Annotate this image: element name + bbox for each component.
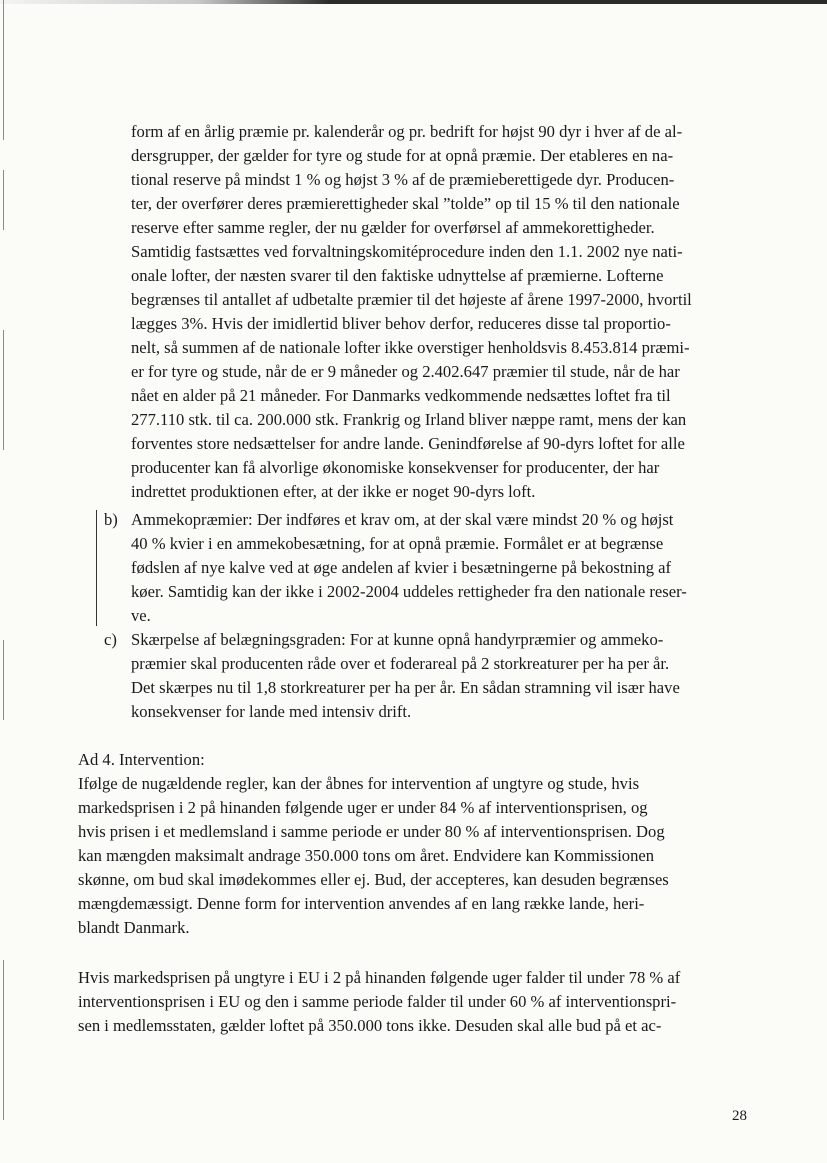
text-line: mængdemæssigt. Denne form for intervention anvendes af en lang række lande, heri-	[78, 894, 645, 913]
text-line: nået en alder på 21 måneder. For Danmarks vedkommende nedsættes loftet fra til	[131, 386, 671, 405]
scan-edge-mark	[3, 170, 4, 230]
text-line: hvis prisen i et medlemsland i samme periode er under 80 % af interventionsprisen. Dog	[78, 822, 665, 841]
intro-paragraph	[131, 120, 756, 504]
section-heading: Ad 4. Intervention:	[78, 750, 205, 769]
list-marker: b)	[104, 510, 118, 529]
text-line: sen i medlemsstaten, gælder loftet på 350.000 tons ikke. Desuden skal alle bud på et ac-	[78, 1016, 662, 1035]
text-line: markedsprisen i 2 på hinanden følgende uger er under 84 % af interventionsprisen, og	[78, 798, 648, 817]
text-line: tional reserve på mindst 1 % og højst 3 % af de præmieberettigede dyr. Producen-	[131, 170, 675, 189]
text-line: Hvis markedsprisen på ungtyre i EU i 2 på hinanden følgende uger falder til under 78 % af	[78, 968, 681, 987]
text-line: indrettet produktionen efter, at der ikke er noget 90-dyrs loft.	[131, 482, 536, 501]
list-item-body	[131, 508, 756, 628]
scan-edge-mark	[3, 330, 4, 450]
text-line: reserve efter samme regler, der nu gælder for overførsel af ammekorettigheder.	[131, 218, 655, 237]
text-line: Samtidig fastsættes ved forvaltningskomitéprocedure inden den 1.1. 2002 nye nati-	[131, 242, 683, 261]
text-line: 277.110 stk. til ca. 200.000 stk. Frankrig og Irland bliver næppe ramt, mens der kan	[131, 410, 687, 429]
text-line: blandt Danmark.	[78, 918, 190, 937]
lettered-list	[96, 508, 756, 724]
text-line: ter, der overfører deres præmierettigheder skal ”tolde” op til 15 % til den nationale	[131, 194, 680, 213]
text-line: Skærpelse af belægningsgraden: For at kunne opnå handyrpræmier og ammeko-	[131, 630, 664, 649]
final-paragraph	[78, 966, 762, 1038]
scan-edge-mark	[3, 0, 4, 140]
list-item-c	[96, 628, 756, 724]
text-line: er for tyre og stude, når de er 9 måneder og 2.402.647 præmier til stude, når de har	[131, 362, 680, 381]
text-line: producenter kan få alvorlige økonomiske konsekvenser for producenter, der har	[131, 458, 660, 477]
scan-edge-mark	[3, 640, 4, 720]
text-line: dersgrupper, der gælder for tyre og stude for at opnå præmie. Der etableres en na-	[131, 146, 674, 165]
list-marker: c)	[104, 630, 117, 649]
scan-edge-mark	[3, 960, 4, 1120]
text-line: Ammekopræmier: Der indføres et krav om, at der skal være mindst 20 % og højst	[131, 510, 674, 529]
text-line: fødslen af nye kalve ved at øge andelen af kvier i besætningerne på bekostning af	[131, 558, 672, 577]
text-line: form af en årlig præmie pr. kalenderår og pr. bedrift for højst 90 dyr i hver af de al-	[131, 122, 683, 141]
list-item-b	[96, 508, 756, 628]
text-line: 40 % kvier i en ammekobesætning, for at opnå præmie. Formålet er at begrænse	[131, 534, 664, 553]
text-line: interventionsprisen i EU og den i samme periode falder til under 60 % af interventionspri-	[78, 992, 677, 1011]
page-number: 28	[732, 1108, 747, 1124]
text-line: køer. Samtidig kan der ikke i 2002-2004 uddeles rettigheder fra den nationale reser-	[131, 582, 687, 601]
text-line: Det skærpes nu til 1,8 storkreaturer per ha per år. En sådan stramning vil især have	[131, 678, 680, 697]
text-line: præmier skal producenten råde over et foderareal på 2 storkreaturer per ha per år.	[131, 654, 670, 673]
text-line: forventes store nedsættelser for andre lande. Genindførelse af 90-dyrs loftet for alle	[131, 434, 685, 453]
text-line: kan mængden maksimalt andrage 350.000 tons om året. Endvidere kan Kommissionen	[78, 846, 655, 865]
list-item-body	[131, 628, 756, 724]
text-line: onale lofter, der næsten svarer til den faktiske udnyttelse af præmierne. Lofterne	[131, 266, 664, 285]
text-line: Ifølge de nugældende regler, kan der åbnes for intervention af ungtyre og stude, hvis	[78, 774, 640, 793]
intervention-paragraph	[78, 772, 762, 940]
text-line: konsekvenser for lande med intensiv drift.	[131, 702, 412, 721]
text-line: begrænses til antallet af udbetalte præmier til det højeste af årene 1997-2000, hvortil	[131, 290, 692, 309]
top-border-fade	[0, 0, 330, 4]
text-line: nelt, så summen af de nationale lofter ikke overstiger henholdsvis 8.453.814 præmi-	[131, 338, 690, 357]
text-line: skønne, om bud skal imødekommes eller ej. Bud, der accepteres, kan desuden begrænses	[78, 870, 669, 889]
text-line: ve.	[131, 606, 151, 625]
text-line: lægges 3%. Hvis der imidlertid bliver behov derfor, reduceres disse tal proportio-	[131, 314, 671, 333]
